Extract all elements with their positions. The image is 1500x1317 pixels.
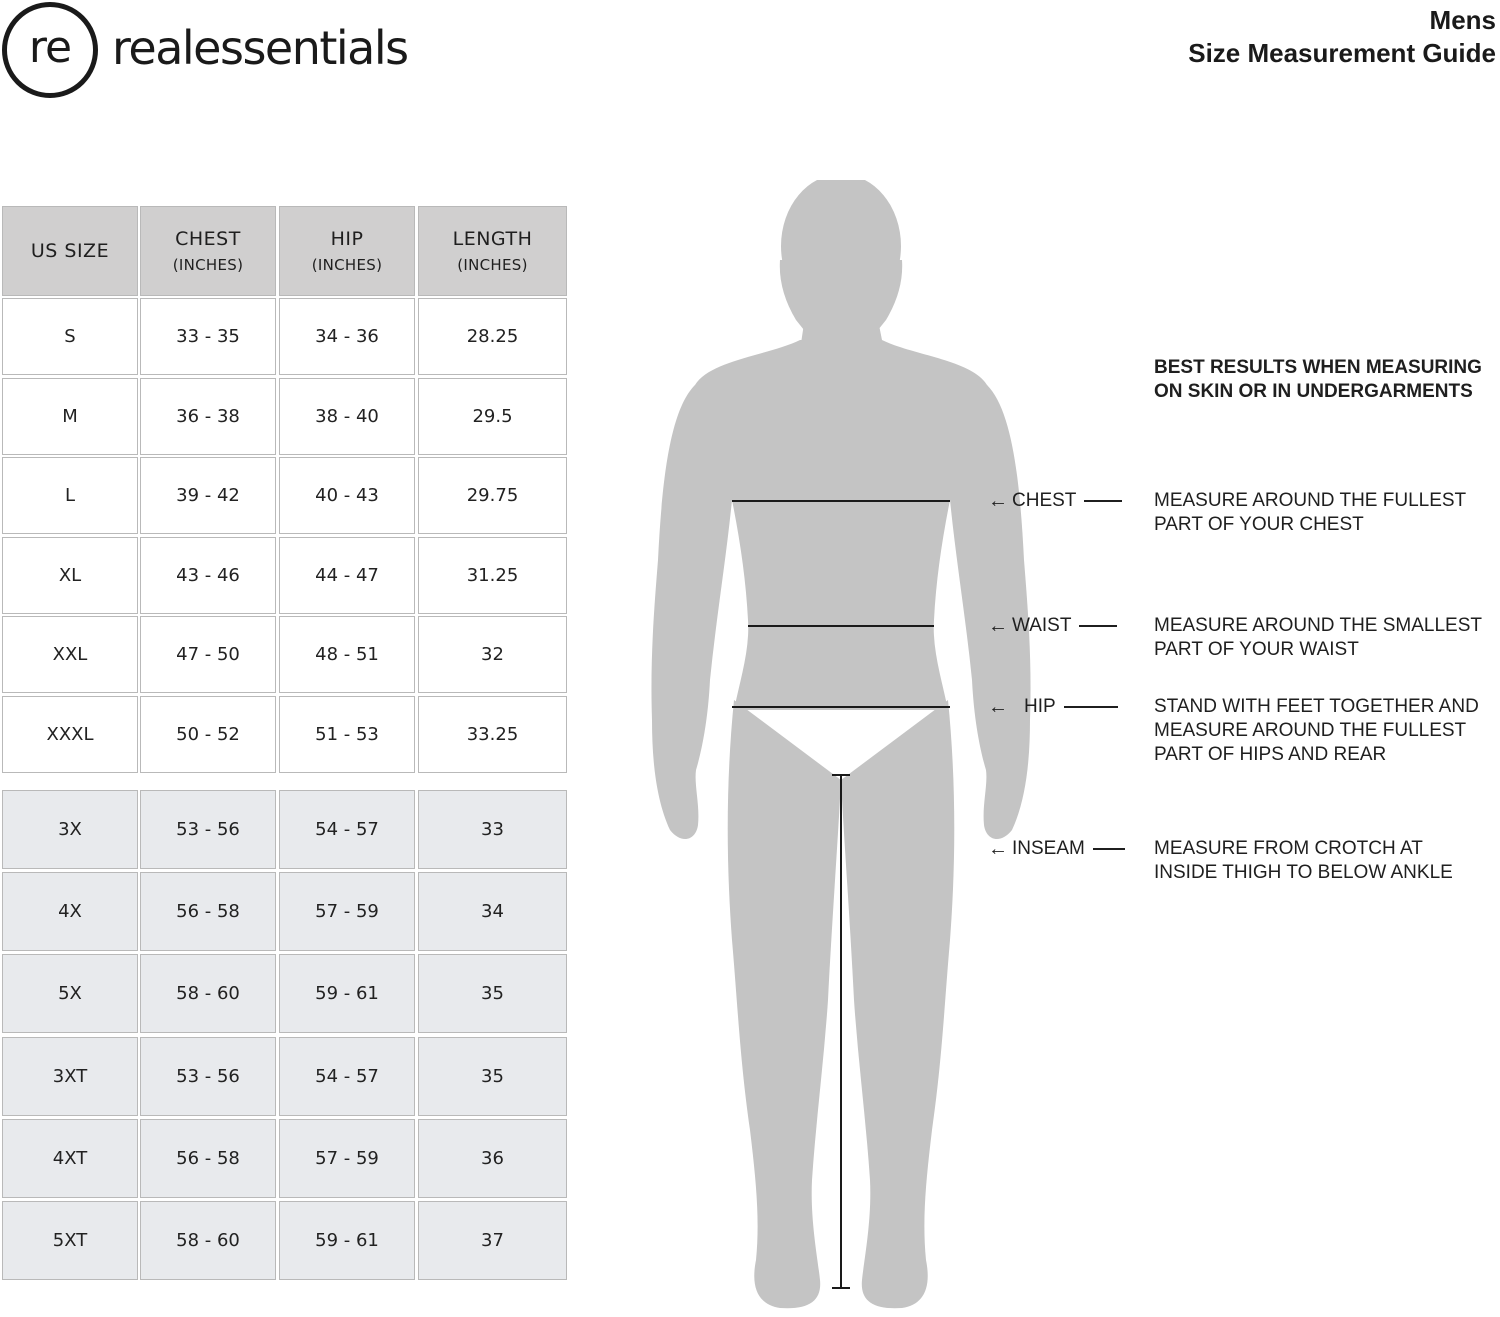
header-unit: (INCHES) (311, 256, 383, 274)
value-cell: 39 - 42 (140, 457, 276, 534)
value-cell: 50 - 52 (140, 696, 276, 773)
header-label: HIP (330, 228, 364, 250)
hip-callout (988, 695, 1118, 719)
left-arrow-icon: ← (988, 695, 1008, 718)
value-cell: 56 - 58 (140, 1119, 276, 1198)
left-arrow-icon: ← (988, 614, 1008, 637)
value-cell: 43 - 46 (140, 537, 276, 614)
size-cell: 3X (2, 790, 138, 869)
size-cell: S (2, 298, 138, 375)
value-cell: 33.25 (418, 696, 567, 773)
value-cell: 31.25 (418, 537, 567, 614)
logo-mark-text: re (28, 22, 72, 73)
value-cell: 33 (418, 790, 567, 869)
header-cell (279, 206, 415, 296)
value-cell: 47 - 50 (140, 616, 276, 693)
value-cell: 36 (418, 1119, 567, 1198)
value-cell: 28.25 (418, 298, 567, 375)
value-cell: 58 - 60 (140, 1201, 276, 1280)
header-cell (418, 206, 567, 296)
value-cell: 29.5 (418, 378, 567, 455)
waist-description: MEASURE AROUND THE SMALLEST PART OF YOUR WAIST (1154, 615, 1482, 660)
inseam-dash (1093, 848, 1125, 850)
left-arrow-icon: ← (988, 489, 1008, 512)
value-cell: 29.75 (418, 457, 567, 534)
chest-label: CHEST (1012, 490, 1077, 511)
value-cell: 57 - 59 (279, 1119, 415, 1198)
size-cell: 5X (2, 954, 138, 1033)
logo-mark (2, 2, 98, 98)
inseam-description: MEASURE FROM CROTCH AT INSIDE THIGH TO BELOW ANKLE (1154, 838, 1453, 883)
value-cell: 57 - 59 (279, 872, 415, 951)
value-cell: 56 - 58 (140, 872, 276, 951)
value-cell: 58 - 60 (140, 954, 276, 1033)
brand-logo (2, 2, 442, 98)
header-label: LENGTH (452, 228, 533, 250)
body-silhouette-illustration (600, 180, 1080, 1317)
header-cell (2, 206, 138, 296)
header-unit: (INCHES) (172, 256, 244, 274)
value-cell: 59 - 61 (279, 954, 415, 1033)
inseam-callout (988, 837, 1125, 861)
value-cell: 51 - 53 (279, 696, 415, 773)
hip-description: STAND WITH FEET TOGETHER AND MEASURE AROUND THE FULLEST PART OF HIPS AND REAR (1154, 696, 1479, 765)
header-label: US SIZE (30, 240, 110, 262)
chest-dash (1084, 500, 1122, 502)
chest-description: MEASURE AROUND THE FULLEST PART OF YOUR CHEST (1154, 490, 1466, 535)
best-results-note: BEST RESULTS WHEN MEASURING ON SKIN OR IN UNDERGARMENTS (1154, 357, 1482, 402)
hip-dash (1064, 706, 1118, 708)
value-cell: 35 (418, 1037, 567, 1116)
left-arrow-icon: ← (988, 837, 1008, 860)
size-cell: M (2, 378, 138, 455)
value-cell: 32 (418, 616, 567, 693)
value-cell: 33 - 35 (140, 298, 276, 375)
value-cell: 34 (418, 872, 567, 951)
size-cell: XL (2, 537, 138, 614)
waist-dash (1079, 625, 1117, 627)
brand-name: realessentials (112, 21, 408, 75)
value-cell: 37 (418, 1201, 567, 1280)
value-cell: 44 - 47 (279, 537, 415, 614)
waist-callout (988, 614, 1117, 638)
size-cell: XXL (2, 616, 138, 693)
value-cell: 54 - 57 (279, 1037, 415, 1116)
size-cell: 4X (2, 872, 138, 951)
size-cell: XXXL (2, 696, 138, 773)
size-cell: L (2, 457, 138, 534)
size-cell: 4XT (2, 1119, 138, 1198)
page-title (1188, 4, 1496, 70)
value-cell: 54 - 57 (279, 790, 415, 869)
value-cell: 48 - 51 (279, 616, 415, 693)
value-cell: 36 - 38 (140, 378, 276, 455)
title-line-2: Size Measurement Guide (1188, 38, 1496, 68)
value-cell: 35 (418, 954, 567, 1033)
chest-callout (988, 489, 1122, 513)
size-cell: 5XT (2, 1201, 138, 1280)
waist-label: WAIST (1012, 615, 1072, 636)
value-cell: 59 - 61 (279, 1201, 415, 1280)
value-cell: 34 - 36 (279, 298, 415, 375)
inseam-label: INSEAM (1012, 838, 1085, 859)
value-cell: 53 - 56 (140, 1037, 276, 1116)
size-cell: 3XT (2, 1037, 138, 1116)
header-label: CHEST (175, 228, 241, 250)
header-unit: (INCHES) (457, 256, 528, 274)
title-line-1: Mens (1429, 5, 1496, 35)
value-cell: 40 - 43 (279, 457, 415, 534)
value-cell: 53 - 56 (140, 790, 276, 869)
header-cell (140, 206, 276, 296)
hip-label: HIP (1024, 696, 1056, 717)
value-cell: 38 - 40 (279, 378, 415, 455)
body-figure (600, 180, 1080, 1317)
